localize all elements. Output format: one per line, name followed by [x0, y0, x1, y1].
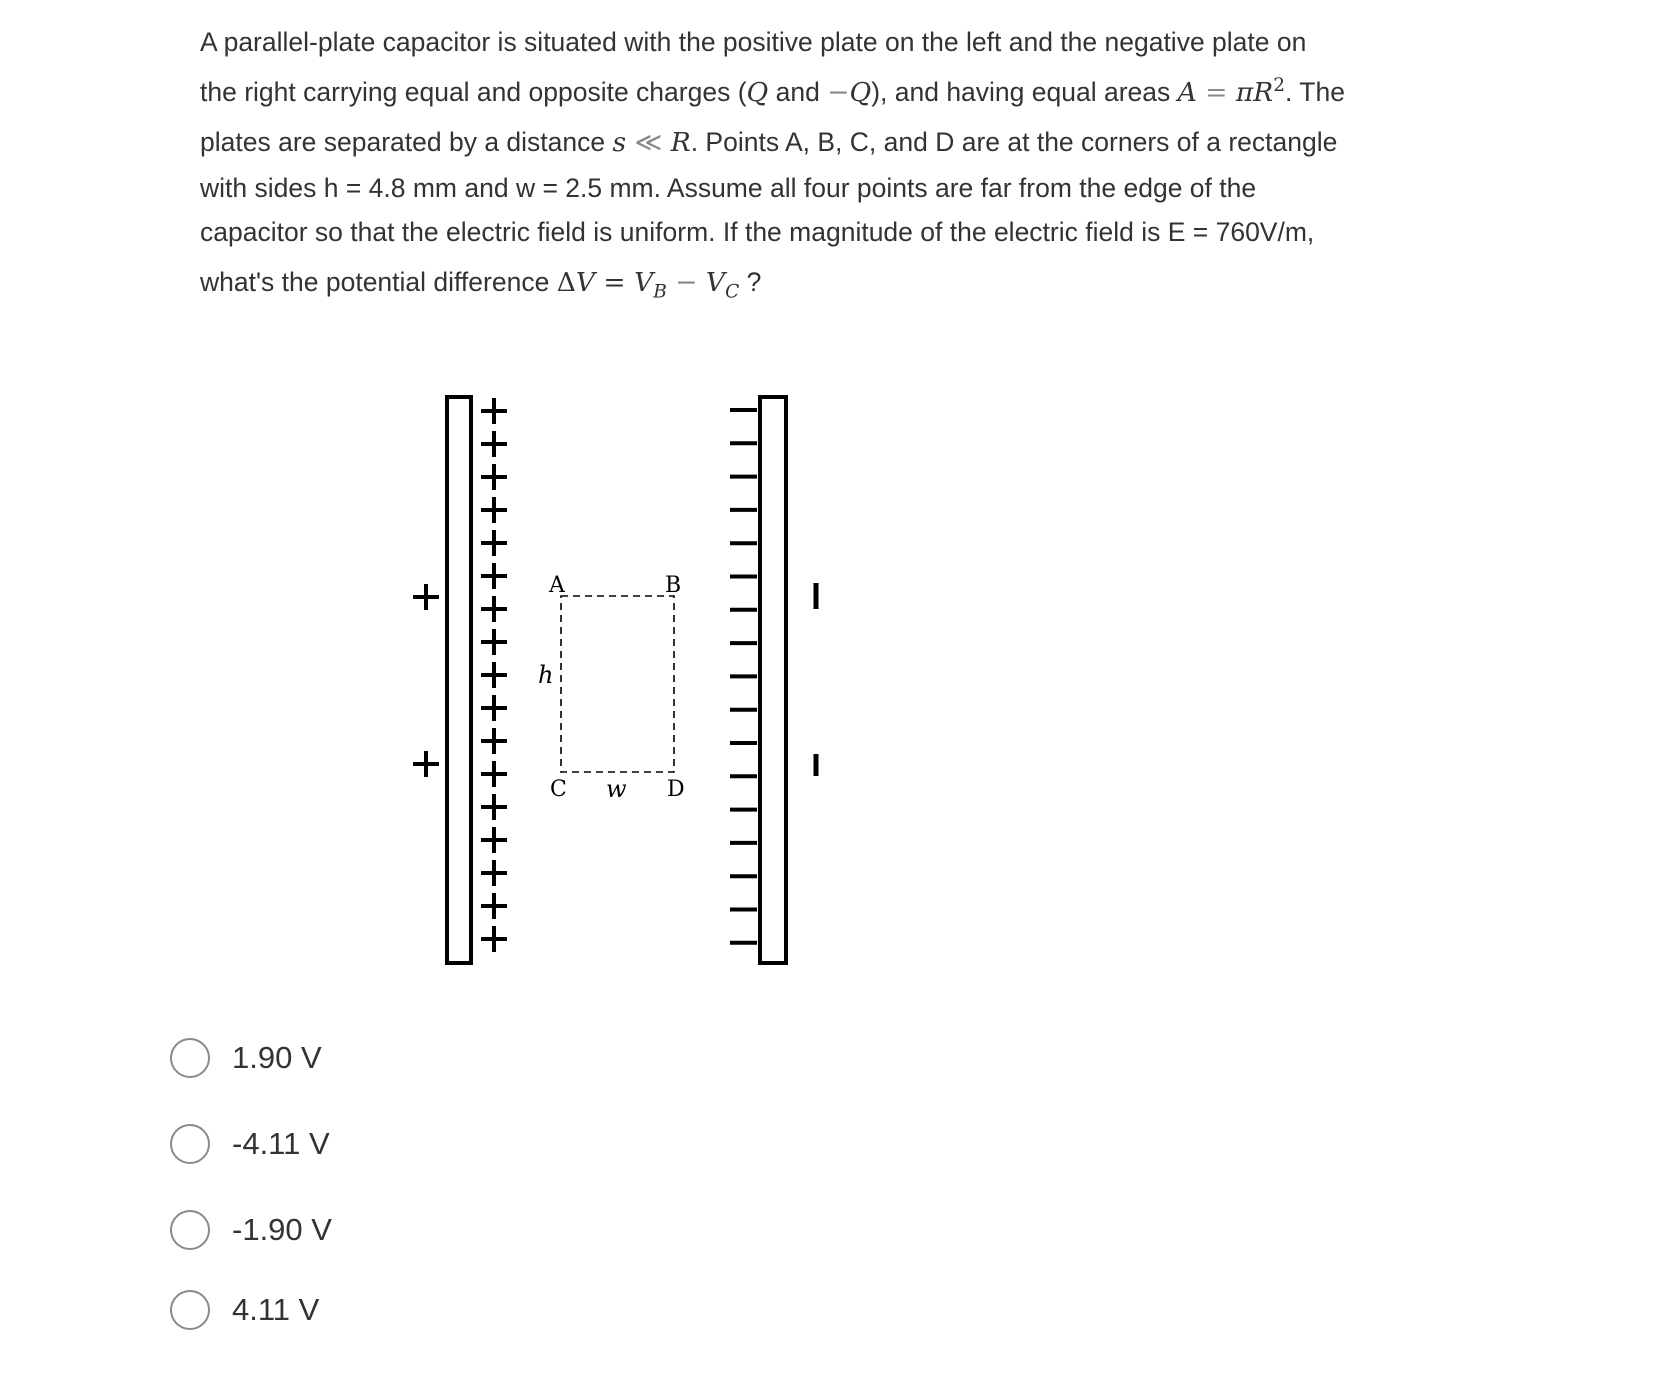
- side-label-w: w: [606, 775, 627, 803]
- math-R: R: [1253, 77, 1274, 108]
- plus-sign: [481, 563, 507, 589]
- answer-option[interactable]: [170, 1120, 330, 1168]
- math-delta: Δ: [556, 267, 576, 298]
- question-text-segment: and: [775, 77, 820, 107]
- math-sub-B: B: [653, 281, 667, 303]
- math-area-formula: [1178, 77, 1285, 108]
- plus-sign: [481, 464, 507, 490]
- negative-charge-signs: [730, 410, 757, 943]
- question-text-segment: . Points A, B, C, and D are at the corners of a rectangle: [690, 127, 1338, 157]
- question-text-segment: ?: [746, 267, 762, 297]
- math-exponent: 2: [1273, 75, 1286, 97]
- answer-option[interactable]: [170, 1034, 322, 1082]
- radio-button[interactable]: [170, 1038, 210, 1078]
- radio-button[interactable]: [170, 1290, 210, 1330]
- plus-sign: [481, 794, 507, 820]
- plus-sign: [481, 629, 507, 655]
- plus-sign: [481, 530, 507, 556]
- external-plus-sign: [413, 584, 439, 610]
- answer-option[interactable]: [170, 1206, 332, 1254]
- math-V: V: [705, 267, 726, 298]
- math-potential-difference: [556, 267, 740, 303]
- math-pi: π: [1235, 77, 1254, 108]
- question-text-segment: ), and having equal areas: [871, 77, 1171, 107]
- math-A: A: [1177, 77, 1197, 108]
- question-line-2: [200, 72, 1500, 122]
- plus-sign: [481, 893, 507, 919]
- plus-sign: [481, 860, 507, 886]
- question-text: [200, 22, 1500, 312]
- positive-charge-signs: [481, 398, 507, 952]
- plus-sign: [481, 596, 507, 622]
- math-equals: =: [603, 267, 626, 298]
- math-equals: =: [1205, 77, 1228, 108]
- math-sub-C: C: [725, 281, 740, 303]
- external-plus-sign: [413, 751, 439, 777]
- question-text-segment: plates are separated by a distance: [200, 127, 606, 157]
- option-label: -4.11 V: [232, 1126, 330, 1161]
- option-label: 1.90 V: [232, 1040, 322, 1075]
- plus-sign: [481, 398, 507, 424]
- math-Q: Q: [746, 77, 769, 108]
- question-line-6: [200, 262, 1500, 312]
- question-line-4: with sides h = 4.8 mm and w = 2.5 mm. Assume all four points are far from the edge of the: [200, 173, 1257, 203]
- math-V: V: [575, 267, 595, 298]
- radio-button[interactable]: [170, 1210, 210, 1250]
- option-label: -1.90 V: [232, 1212, 332, 1247]
- math-Q: Q: [849, 77, 872, 108]
- math-minus: −: [827, 77, 850, 108]
- negative-plate: [760, 397, 786, 963]
- math-s: s: [612, 127, 627, 158]
- point-label-a: A: [549, 573, 565, 598]
- question-line-3: [200, 122, 1500, 168]
- point-label-c: C: [550, 777, 567, 802]
- option-label: 4.11 V: [232, 1292, 320, 1327]
- point-label-d: D: [667, 777, 685, 802]
- point-label-b: B: [665, 573, 682, 598]
- plus-sign: [481, 926, 507, 952]
- plus-sign: [481, 761, 507, 787]
- radio-button[interactable]: [170, 1124, 210, 1164]
- dashed-rectangle: [561, 596, 674, 772]
- side-label-h: h: [538, 661, 554, 689]
- plus-sign: [481, 827, 507, 853]
- question-text-segment: . The: [1285, 77, 1345, 107]
- math-separation: [613, 127, 691, 158]
- positive-plate: [447, 397, 471, 963]
- question-text-segment: the right carrying equal and opposite charges (: [200, 77, 747, 107]
- question-text-segment: what's the potential difference: [200, 267, 550, 297]
- math-R: R: [670, 127, 691, 158]
- math-minus: −: [675, 267, 698, 298]
- plus-sign: [481, 728, 507, 754]
- question-line-1: A parallel-plate capacitor is situated with the positive plate on the left and the negative plate on: [200, 27, 1307, 57]
- math-much-less: ≪: [634, 127, 663, 158]
- plus-sign: [481, 497, 507, 523]
- question-line-5: capacitor so that the electric field is uniform. If the magnitude of the electric field is E = 760V/m,: [200, 217, 1315, 247]
- math-V: V: [634, 267, 654, 298]
- answer-option[interactable]: [170, 1286, 319, 1334]
- plus-sign: [481, 695, 507, 721]
- plus-sign: [481, 662, 507, 688]
- plus-sign: [481, 431, 507, 457]
